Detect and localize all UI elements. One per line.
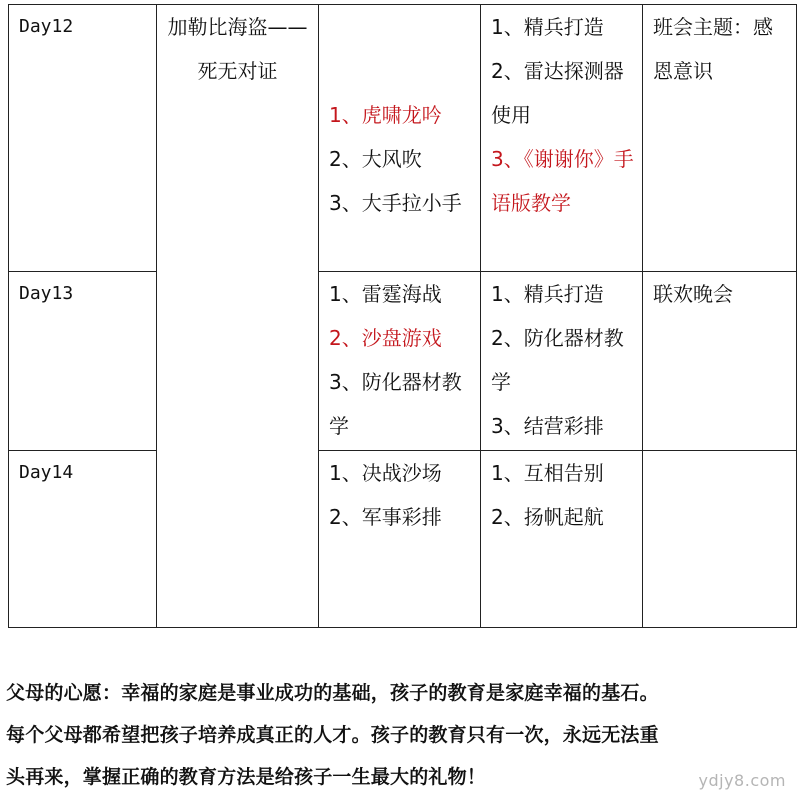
- evening-item: 2、防化器材教学: [491, 326, 624, 394]
- evening-item: 2、扬帆起航: [491, 505, 604, 529]
- activity-item: 1、虎啸龙吟: [329, 103, 442, 127]
- evening-item: 1、精兵打造: [491, 15, 604, 39]
- activity-item: 1、决战沙场: [329, 461, 442, 485]
- evening-item: 3、结营彩排: [491, 414, 604, 438]
- schedule-table: [8, 4, 797, 628]
- activity-item: 1、雷霆海战: [329, 282, 442, 306]
- closing-line: 每个父母都希望把孩子培养成真正的人才。孩子的教育只有一次，永远无法重: [6, 724, 659, 746]
- class-meeting-cell: [643, 272, 797, 451]
- evening-cell: [481, 451, 643, 628]
- activities-cell: [319, 451, 481, 628]
- evening-cell: [481, 272, 643, 451]
- activity-item: 2、军事彩排: [329, 505, 442, 529]
- evening-cell: [481, 5, 643, 272]
- evening-item: 3、《谢谢你》手语版教学: [491, 147, 634, 215]
- day-label: Day13: [9, 272, 157, 451]
- class-meeting-cell: [643, 451, 797, 628]
- theme-cell: [157, 5, 319, 628]
- table-row: [9, 451, 797, 628]
- day-label: Day12: [9, 5, 157, 272]
- closing-line: 父母的心愿：幸福的家庭是事业成功的基础，孩子的教育是家庭幸福的基石。: [6, 682, 659, 704]
- activity-item: 3、大手拉小手: [329, 191, 462, 215]
- activity-item: 3、防化器材教学: [329, 370, 462, 438]
- closing-paragraph: [6, 672, 798, 798]
- evening-item: 1、互相告别: [491, 461, 604, 485]
- table-row: [9, 272, 797, 451]
- class-meeting-text: 联欢晚会: [653, 282, 733, 306]
- day-label: Day14: [9, 451, 157, 628]
- activity-item: 2、大风吹: [329, 147, 422, 171]
- evening-item: 2、雷达探测器使用: [491, 59, 624, 127]
- class-meeting-cell: [643, 5, 797, 272]
- watermark: ydjy8.com: [698, 771, 786, 790]
- activities-cell: [319, 272, 481, 451]
- class-meeting-text: 班会主题：感恩意识: [653, 15, 773, 83]
- activities-cell: [319, 5, 481, 272]
- theme-text: 加勒比海盗——死无对证: [167, 15, 308, 83]
- table-row: [9, 5, 797, 272]
- closing-line: 头再来，掌握正确的教育方法是给孩子一生最大的礼物！: [6, 766, 487, 788]
- evening-item: 1、精兵打造: [491, 282, 604, 306]
- activity-item: 2、沙盘游戏: [329, 326, 442, 350]
